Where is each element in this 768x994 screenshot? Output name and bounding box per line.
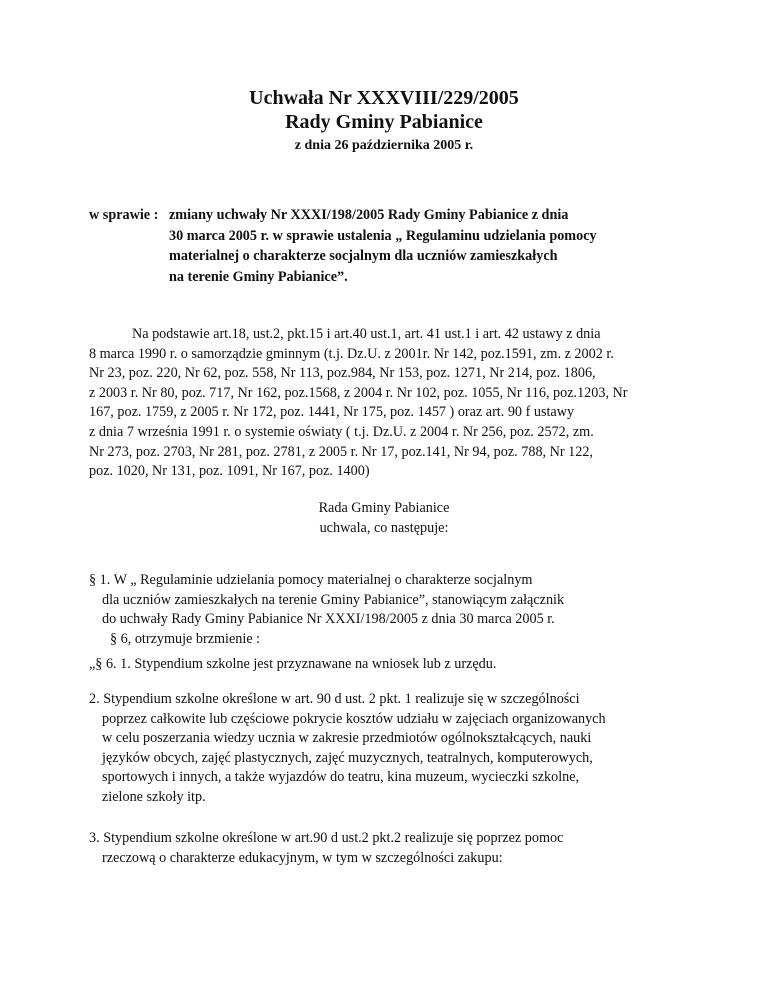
resolution-title: Uchwała Nr XXXVIII/229/2005 [249,87,519,109]
basis-line: Na podstawie art.18, ust.2, pkt.15 i art.40 ust.1, art. 41 ust.1 i art. 42 ustawy z dnia [132,326,601,342]
basis-line: 8 marca 1990 r. o samorządzie gminnym (t.j. Dz.U. z 2001r. Nr 142, poz.1591, zm. z 2002 r. [89,345,614,362]
council-name-title: Rady Gminy Pabianice [285,111,483,133]
item-2-line: 2. Stypendium szkolne określone w art. 90 d ust. 2 pkt. 1 realizuje się w szczególności [89,691,580,707]
item-2-line: sportowych i innych, a także wyjazdów do teatru, kina muzeum, wycieczki szkolne, [102,769,580,786]
subject-line: 30 marca 2005 r. w sprawie ustalenia „ Regulaminu udzielania pomocy [169,227,597,244]
item-3 [89,829,563,868]
section-1-line: § 1. W „ Regulaminie udzielania pomocy materialnej o charakterze socjalnym [89,572,533,588]
item-2-line: poprzez całkowite lub częściowe pokrycie kosztów udziału w zajęciach organizowanych [102,710,606,727]
legal-basis-paragraph [89,325,628,482]
item-3-line: 3. Stypendium szkolne określone w art.90 d ust.2 pkt.2 realizuje się poprzez pomoc [89,830,564,846]
basis-line: z dnia 7 września 1991 r. o systemie oświaty ( t.j. Dz.U. z 2004 r. Nr 256, poz. 2572, zm. [89,423,594,440]
subject-line [89,205,597,226]
council-name: Rada Gminy Pabianice [318,500,450,516]
item-2-line: języków obcych, zajęć plastycznych, zajęć muzycznych, teatralnych, komputerowych, [102,749,593,766]
item-3-line: rzeczową o charakterze edukacyjnym, w tym w szczególności zakupu: [102,849,503,866]
subject-line-text: zmiany uchwały Nr XXXI/198/2005 Rady Gminy Pabianice z dnia [169,207,569,223]
resolution-date: z dnia 26 października 2005 r. [294,138,474,153]
item-1: „§ 6. 1. Stypendium szkolne jest przyznawane na wniosek lub z urzędu. [89,656,497,672]
subject-line: materialnej o charakterze socjalnym dla uczniów zamieszkałych [169,248,558,264]
section-1-line: dla uczniów zamieszkałych na terenie Gminy Pabianice”, stanowiącym załącznik [102,591,565,608]
basis-line: poz. 1020, Nr 131, poz. 1091, Nr 167, poz. 1400) [89,463,370,480]
council-resolves-block [0,499,768,538]
basis-line: Nr 23, poz. 220, Nr 62, poz. 558, Nr 113, poz.984, Nr 153, poz. 1271, Nr 214, poz. 1806, [89,365,596,382]
subject-block [89,205,597,287]
basis-line: Nr 273, poz. 2703, Nr 281, poz. 2781, z 2005 r. Nr 17, poz.141, Nr 94, poz. 788, Nr 122, [89,443,593,460]
resolves-text: uchwala, co następuje: [319,519,449,536]
item-2-line: w celu poszerzania wiedzy ucznia w zakresie przedmiotów ogólnokształcących, nauki [102,730,592,747]
section-1-line: § 6, otrzymuje brzmienie : [110,630,261,647]
subject-lead: w sprawie : [89,207,159,223]
section-1-line: do uchwały Rady Gminy Pabianice Nr XXXI/198/2005 z dnia 30 marca 2005 r. [102,611,555,628]
item-2-line: zielone szkoły itp. [102,788,206,805]
subject-line: na terenie Gminy Pabianice”. [169,268,348,285]
basis-line: z 2003 r. Nr 80, poz. 717, Nr 162, poz.1568, z 2004 r. Nr 102, poz. 1055, Nr 116, poz.1203, Nr [89,384,628,401]
basis-line: 167, poz. 1759, z 2005 r. Nr 172, poz. 1441, Nr 175, poz. 1457 ) oraz art. 90 f ustawy [89,404,575,421]
item-2 [89,690,606,808]
section-1-paragraph [89,571,564,649]
